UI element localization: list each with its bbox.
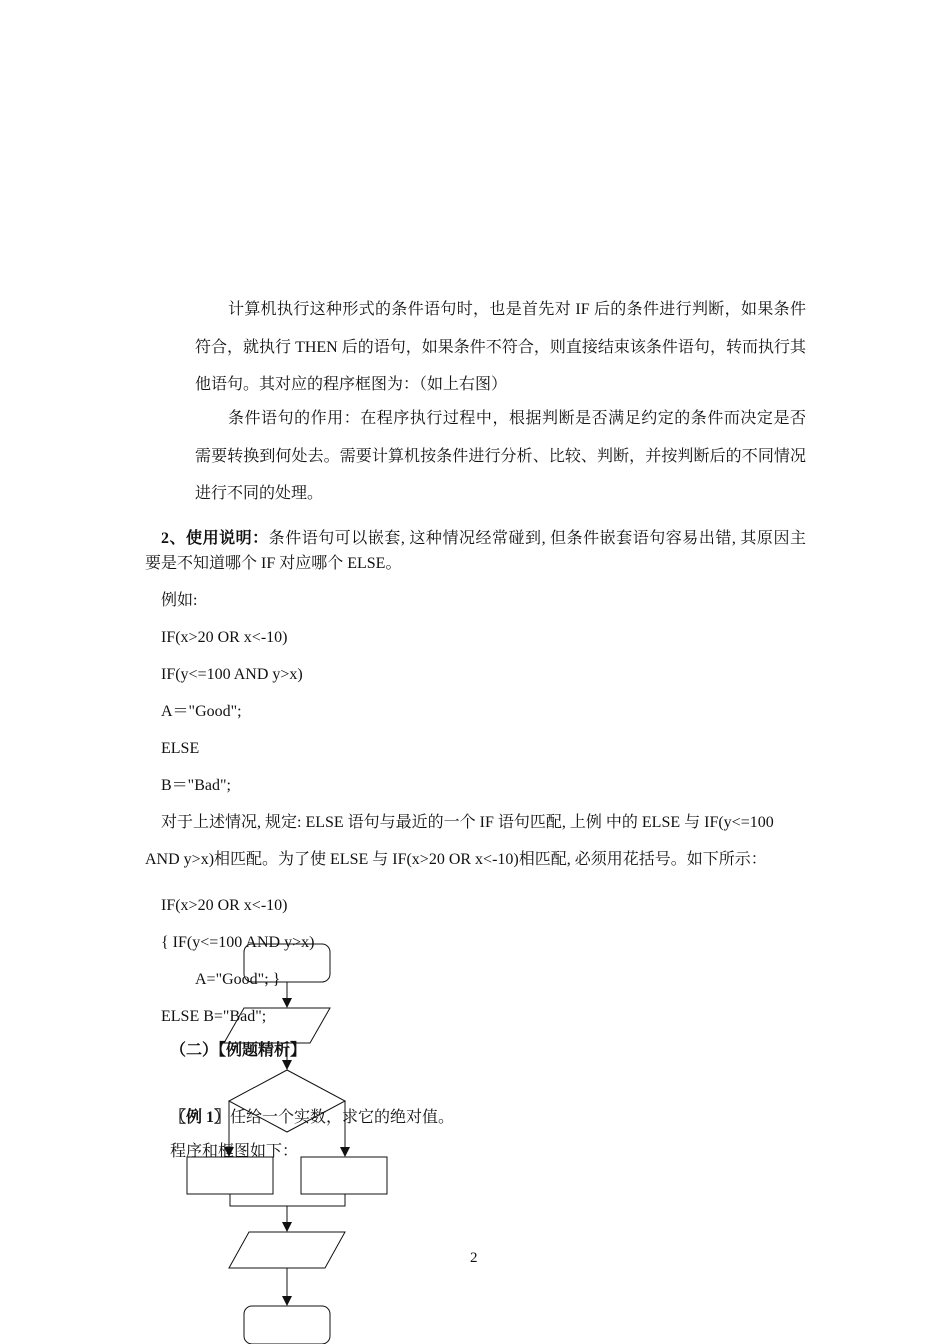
flowchart-arrowhead-3 (282, 1222, 292, 1232)
para1-line1: 计算机执行这种形式的条件语句时，也是首先对 IF 后的条件进行判断，如果条件 (228, 301, 806, 318)
example-label: 例如: (161, 592, 198, 609)
code2-line: { IF(y<=100 AND y>x) (161, 934, 315, 951)
flowchart-arrowhead-4 (282, 1296, 292, 1306)
page-number: 2 (470, 1250, 478, 1266)
section2-heading: 2、使用说明： (161, 530, 269, 547)
flowchart-arrowhead-2 (282, 1060, 292, 1070)
flowchart-arrowhead-right (340, 1147, 350, 1157)
example1-label: 〖例 1〗 (170, 1109, 231, 1126)
example1-text: 任给一个实数，求它的绝对值。 (230, 1109, 455, 1126)
program-label: 程序和框图如下： (170, 1143, 299, 1160)
para2-line2: 需要转换到何处去。需要计算机按条件进行分析、比较、判断，并按判断后的不同情况 (195, 448, 806, 465)
flowchart-merge (230, 1194, 345, 1206)
example1-line (170, 1108, 454, 1128)
section3-heading-text: （二）【例题精析】 (170, 1042, 307, 1059)
para1-line3: 他语句。其对应的程序框图为：（如上右图） (195, 376, 508, 393)
flowchart-end-terminal (244, 1306, 330, 1344)
code1-line: B＝"Bad"; (161, 777, 231, 794)
code1-line: A＝"Good"; (161, 703, 242, 720)
para1-line2: 符合，就执行 THEN 后的语句，如果条件不符合，则直接结束该条件语句，转而执行其 (195, 339, 806, 356)
rule-line1: 对于上述情况, 规定: ELSE 语句与最近的一个 IF 语句匹配, 上例 中的 ELSE 与 IF(y<=100 (161, 814, 774, 831)
code1-line: ELSE (161, 740, 200, 757)
flowchart-arrowhead-1 (282, 998, 292, 1008)
rule-line2: AND y>x)相匹配。为了使 ELSE 与 IF(x>20 OR x<-10)相匹配, 必须用花括号。如下所示： (145, 851, 767, 868)
flowchart-process-left (187, 1157, 273, 1194)
section2-text: 条件语句可以嵌套, 这种情况经常碰到, 但条件嵌套语句容易出错, 其原因主 (268, 530, 806, 547)
section3-heading (170, 1041, 306, 1061)
section2-line2: 要是不知道哪个 IF 对应哪个 ELSE。 (145, 555, 402, 572)
code2-line: A="Good"; } (195, 971, 281, 988)
section2-line1 (161, 529, 806, 549)
flowchart-output-parallelogram (229, 1232, 345, 1268)
code2-line: ELSE B="Bad"; (161, 1008, 267, 1025)
para2-line1: 条件语句的作用：在程序执行过程中，根据判断是否满足约定的条件而决定是否 (228, 410, 806, 427)
code1-line: IF(y<=100 AND y>x) (161, 666, 303, 683)
code2-line: IF(x>20 OR x<-10) (161, 897, 288, 914)
flowchart-process-right (301, 1157, 387, 1194)
code1-line: IF(x>20 OR x<-10) (161, 629, 288, 646)
para2-line3: 进行不同的处理。 (195, 485, 324, 502)
